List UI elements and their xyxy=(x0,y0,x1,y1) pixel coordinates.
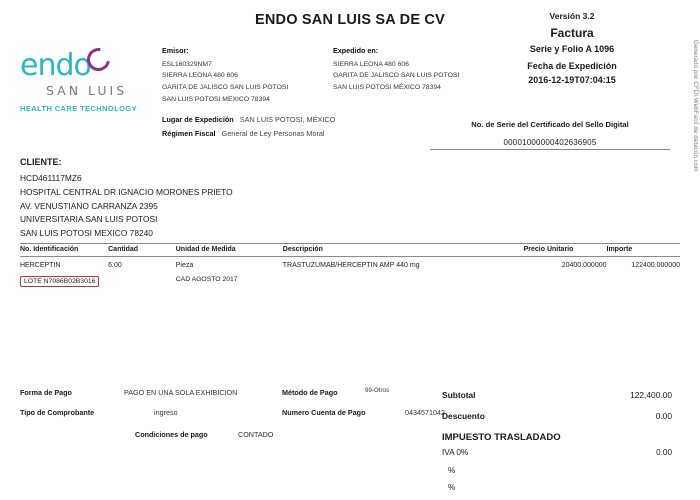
regimen-fiscal-label: Régimen Fiscal xyxy=(162,129,216,138)
pct-row-2: % xyxy=(448,483,456,492)
table-header-row xyxy=(20,244,680,257)
lugar-expedicion-value: SAN LUIS POTOSI, MÉXICO xyxy=(239,115,336,124)
table-row xyxy=(20,257,680,272)
expedido-block xyxy=(333,45,513,94)
emisor-block xyxy=(162,45,332,106)
version-text: Versión 3.2 xyxy=(549,11,595,21)
forma-pago-value: PAGO EN UNA SOLA EXHIBICION xyxy=(124,388,238,397)
fecha-expedicion-label: Fecha de Expedición xyxy=(527,60,617,71)
items-table-wrapper xyxy=(20,243,680,289)
iva-row xyxy=(442,448,672,457)
logo-subtitle: SAN LUIS xyxy=(46,83,128,98)
cell-precio-unitario: 20400.000000 xyxy=(561,262,607,269)
emisor-line: GARITA DE JALISCO SAN LUIS POTOSI xyxy=(162,84,289,92)
expedido-line: SIERRA LEONA 480 606 xyxy=(333,60,409,68)
logo-tagline: HEALTH CARE TECHNOLOGY xyxy=(20,104,137,113)
emisor-line: ESL160329NM7 xyxy=(162,60,212,68)
company-logo xyxy=(20,48,160,113)
cell-cantidad: 6.00 xyxy=(108,262,122,269)
items-table xyxy=(20,243,680,289)
expedido-heading: Expedido en: xyxy=(333,46,379,55)
subtotal-value: 122,400.00 xyxy=(630,390,672,400)
logo-wordmark: endo xyxy=(20,48,91,83)
descuento-label: Descuento xyxy=(442,411,485,421)
numero-cuenta-label: Numero Cuenta de Pago xyxy=(282,408,366,417)
lugar-expedicion-label: Lugar de Expedición xyxy=(162,115,234,124)
cliente-line: UNIVERSITARIA SAN LUIS POTOSI xyxy=(20,214,158,225)
metodo-pago-label: Método de Pago xyxy=(282,388,338,397)
cell-identificacion: HERCEPTIN xyxy=(20,262,61,269)
certificado-underline xyxy=(430,149,670,150)
tipo-comprobante-label: Tipo de Comprobante xyxy=(20,408,95,417)
cell-unidad: Pieza xyxy=(175,262,194,269)
cell-lote xyxy=(20,271,176,289)
tipo-comprobante-row xyxy=(20,408,490,428)
condiciones-pago-value: CONTADO xyxy=(238,430,274,439)
payment-block xyxy=(20,388,490,448)
caducidad-text: CAD AGOSTO 2017 xyxy=(175,276,238,283)
column-header-cantidad: Cantidad xyxy=(108,244,176,257)
forma-pago-row xyxy=(20,388,490,408)
regimen-fiscal-row xyxy=(162,129,325,138)
forma-pago-label: Forma de Pago xyxy=(20,388,72,397)
lote-highlight: LOTE N7086B02B3016 xyxy=(20,276,99,287)
table-row-lote xyxy=(20,271,680,289)
cell-descripcion: TRASTUZUMAB/HERCEPTIN AMP 440 mg xyxy=(282,262,420,269)
cell-importe: 122400.000000 xyxy=(631,262,680,269)
emisor-heading: Emisor: xyxy=(162,46,189,55)
cliente-line: HOSPITAL CENTRAL DR IGNACIO MORONES PRIETO xyxy=(20,186,233,197)
column-header-identificacion: No. Identificación xyxy=(20,244,108,257)
column-header-unidad: Unidad de Medida xyxy=(176,244,283,257)
cliente-line: HCD461117MZ6 xyxy=(20,172,82,183)
impuesto-trasladado-heading: IMPUESTO TRASLADADO xyxy=(442,432,561,443)
emisor-line: SAN LUIS POTOSI MEXICO 78394 xyxy=(162,96,270,104)
certificado-value: 00001000000402636905 xyxy=(503,138,597,147)
lugar-expedicion-row xyxy=(162,115,335,124)
page-title: ENDO SAN LUIS SA DE CV xyxy=(255,12,445,28)
column-header-importe: Importe xyxy=(607,244,680,257)
tipo-comprobante-value: ingreso xyxy=(154,408,178,417)
pct-row-1: % xyxy=(448,466,456,475)
certificado-block xyxy=(430,120,670,150)
descuento-row xyxy=(442,411,672,421)
certificado-label: No. de Serie del Certificado del Sello Digital xyxy=(471,120,629,129)
regimen-fiscal-value: General de Ley Personas Moral xyxy=(221,129,325,138)
metodo-pago-value: 99-Otros xyxy=(365,387,390,394)
cliente-block xyxy=(20,155,233,241)
emisor-line: SIERRA LEONA 480 606 xyxy=(162,72,238,80)
watermark-text: Generado por CFDI WebFacil de detacon.com xyxy=(692,40,698,172)
totals-block xyxy=(442,390,672,500)
expedido-line: GARITA DE JALISCO SAN LUIS POTOSI xyxy=(333,72,460,80)
cliente-line: SAN LUIS POTOSI MEXICO 78240 xyxy=(20,228,153,239)
cliente-heading: CLIENTE: xyxy=(20,157,62,167)
numero-cuenta-value: 0434571042 xyxy=(405,408,445,417)
expedido-line: SAN LUIS POTOSI MÉXICO 78394 xyxy=(333,84,441,92)
cliente-line: AV. VENUSTIANO CARRANZA 2395 xyxy=(20,200,158,211)
cell-caducidad xyxy=(176,271,680,289)
condiciones-pago-label: Condiciones de pago xyxy=(135,430,208,439)
iva-label: IVA 0% xyxy=(442,448,469,457)
condiciones-pago-row xyxy=(20,428,490,448)
iva-value: 0.00 xyxy=(656,448,672,457)
fecha-expedicion-value: 2016-12-19T07:04:15 xyxy=(528,74,616,85)
descuento-value: 0.00 xyxy=(655,411,672,421)
document-type: Factura xyxy=(550,26,594,41)
column-header-descripcion: Descripción xyxy=(283,244,524,257)
serie-folio: Serie y Folio A 1096 xyxy=(529,43,615,54)
column-header-precio-unitario: Precio Unitario xyxy=(524,244,607,257)
subtotal-label: Subtotal xyxy=(442,390,476,400)
subtotal-row xyxy=(442,390,672,400)
